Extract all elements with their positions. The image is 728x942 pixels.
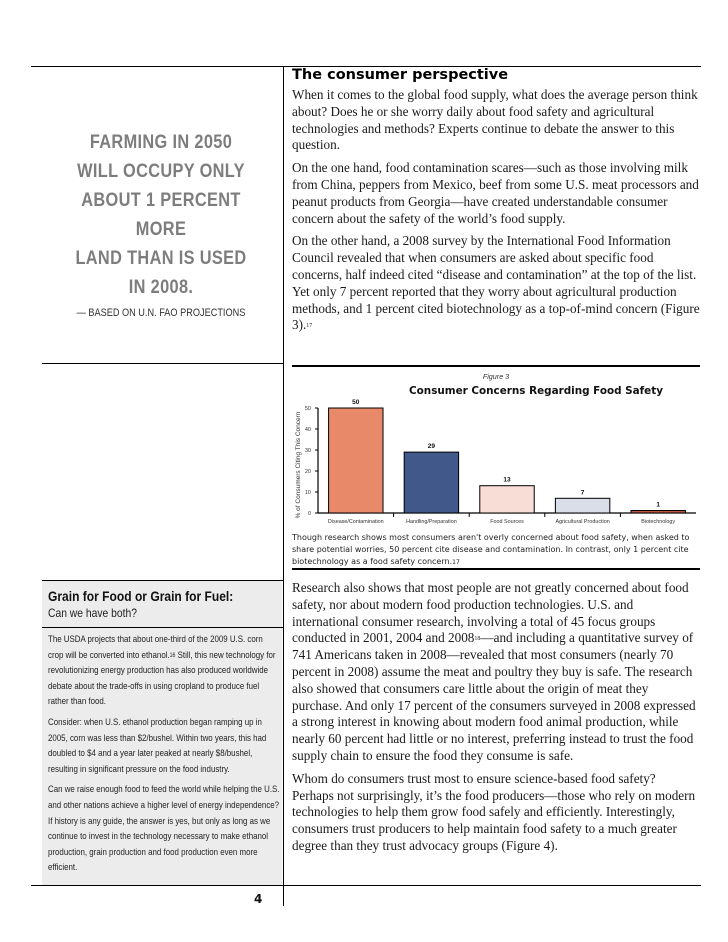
paragraph-text: Research also shows that most people are not greatly concerned about food safety, nor about modern food production technologies. U.S. and international consumer research, involving a total of 45 focus groups conducted in 2001, 2004 and 2008 bbox=[292, 580, 689, 646]
bar bbox=[545, 489, 610, 525]
paragraph-text: The USDA projects that about one-third of the 2009 U.S. corn crop will be converted into ethanol. bbox=[48, 634, 263, 660]
pull-quote-line: WILL OCCUPY ONLY bbox=[77, 161, 245, 182]
y-tick-label: 50 bbox=[304, 406, 311, 412]
box-paragraph: Consider: when U.S. ethanol production began ramping up in 2005, corn was less than $2/bushel. Within two years, this had doubled to $4 and a year later peaked at nearly $8/bushel, resulting in significant pressure on the food industry. bbox=[48, 716, 267, 774]
y-tick-label: 10 bbox=[304, 490, 311, 496]
body-paragraph bbox=[292, 233, 700, 334]
box-paragraph bbox=[48, 632, 280, 710]
caption-text: Though research shows most consumers aren't overly concerned about food safety, when asked to share potential worries, 50 percent cite disease and contamination. In contrast, only 1 percent cite biotechnology as a food safety concern. bbox=[292, 533, 690, 566]
box-paragraph: Can we raise enough food to feed the world while helping the U.S. and other nations achieve a higher level of energy independence? If history is any guide, the answer is yes, but only as long as we continue to invest in the technology necessary to make ethanol production, grain production and food production even more efficient. bbox=[48, 784, 280, 873]
footnote-ref: 18 bbox=[474, 636, 481, 643]
chart-title: Consumer Concerns Regarding Food Safety bbox=[409, 385, 663, 397]
body-paragraph: Whom do consumers trust most to ensure science-based food safety? Perhaps not surprisingly, it’s the food producers—those who rely on modern technologies to help them grow food safely and efficiently. Interestingly, consumers trust producers to help maintain food safety to a much greater degree than they trust advocacy groups (Figure 4). bbox=[292, 770, 696, 853]
paragraph-text: —and including a quantitative survey of 741 Americans taken in 2008—revealed that most consumers (nearly 70 percent in 2008) assume the meat and poultry they buy is safe. The research also showed that consumers care little about the origin of meat they purchase. And only 17 percent of the consumers surveyed in 2008 expressed a strong interest in knowing about modern food animal production, while nearly 60 percent had little or no interest, preferring instead to trust the food supply chain to ensure the food they consume is safe. bbox=[292, 630, 696, 763]
footnote-ref: 17 bbox=[452, 559, 460, 566]
x-tick-label: Disease/Contamination bbox=[327, 519, 384, 525]
bar bbox=[469, 477, 534, 525]
bar bbox=[328, 399, 384, 525]
y-axis-label: % of Consumers Citing This Concern bbox=[295, 411, 302, 519]
figure-top-rule bbox=[292, 365, 700, 367]
y-tick-label: 20 bbox=[304, 469, 311, 475]
bar-value-label: 50 bbox=[352, 399, 360, 406]
y-tick-label: 30 bbox=[304, 448, 311, 454]
pull-quote-line: LAND THAN IS USED bbox=[75, 248, 247, 269]
y-tick-label: 40 bbox=[304, 427, 311, 433]
box-subtitle: Can we have both? bbox=[48, 606, 137, 620]
footnote-ref: 17 bbox=[306, 323, 313, 330]
bar-chart bbox=[292, 395, 702, 530]
bar-value-label: 29 bbox=[427, 443, 436, 451]
pull-quote-line: IN 2008. bbox=[128, 277, 194, 298]
consumer-perspective-section bbox=[292, 66, 700, 340]
x-tick-label: Agricultural Production bbox=[555, 519, 610, 525]
body-paragraph: When it comes to the global food supply, what does the average person think about? Does he or she worry daily about food safety and agricultural technologies and methods? Experts continue to debate the answer to this question. bbox=[292, 87, 698, 153]
pull-quote-source: — BASED ON U.N. FAO PROJECTIONS bbox=[76, 307, 246, 319]
bar-value-label: 7 bbox=[580, 489, 585, 497]
research-section bbox=[292, 580, 700, 861]
box-top-rule bbox=[42, 580, 283, 581]
box-header-rule bbox=[42, 627, 283, 628]
sidebar-box-grain-for-fuel bbox=[42, 580, 282, 885]
figure-caption bbox=[292, 532, 700, 568]
bottom-rule bbox=[31, 885, 701, 886]
bar-value-label: 13 bbox=[503, 476, 511, 484]
x-tick-label: Biotechnology bbox=[641, 519, 676, 525]
body-paragraph bbox=[292, 580, 700, 765]
y-tick-label: 0 bbox=[307, 511, 311, 517]
x-tick-label: Handling/Preparation bbox=[406, 519, 457, 525]
left-column-rule bbox=[42, 363, 283, 364]
pull-quote-line: FARMING IN 2050 bbox=[89, 132, 233, 153]
paragraph-text: On the other hand, a 2008 survey by the International Food Information Council revealed that when consumers are asked about specific food concerns, half indeed cited “disease and contamination” at the top of the list. Yet only 7 percent reported that they worry about agricultural production methods, and 1 percent cited biotechnology as a top-of-mind concern (Figure 3). bbox=[292, 233, 700, 333]
footnote-ref: 16 bbox=[169, 652, 176, 659]
pull-quote bbox=[42, 128, 280, 320]
figure-bottom-rule bbox=[292, 568, 700, 570]
page-number: 4 bbox=[254, 892, 263, 906]
body-paragraph: On the one hand, food contamination scares—such as those involving milk from China, peppers from Mexico, beef from some U.S. meat processors and peanut products from Georgia—have created understandable consumer concern about the safety of the world’s food supply. bbox=[292, 160, 699, 226]
x-tick-label: Food Sources bbox=[490, 519, 524, 525]
pull-quote-line: ABOUT 1 PERCENT MORE bbox=[81, 190, 241, 240]
bar-value-label: 1 bbox=[656, 501, 661, 509]
section-title: The consumer perspective bbox=[292, 67, 509, 83]
figure-label: Figure 3 bbox=[482, 372, 510, 381]
paragraph-text: Still, this new technology for revolutionizing energy production has also produced worldwide debate about the trade-offs in using cropland to produce fuel rather than food. bbox=[48, 649, 276, 707]
box-title: Grain for Food or Grain for Fuel: bbox=[48, 588, 234, 604]
